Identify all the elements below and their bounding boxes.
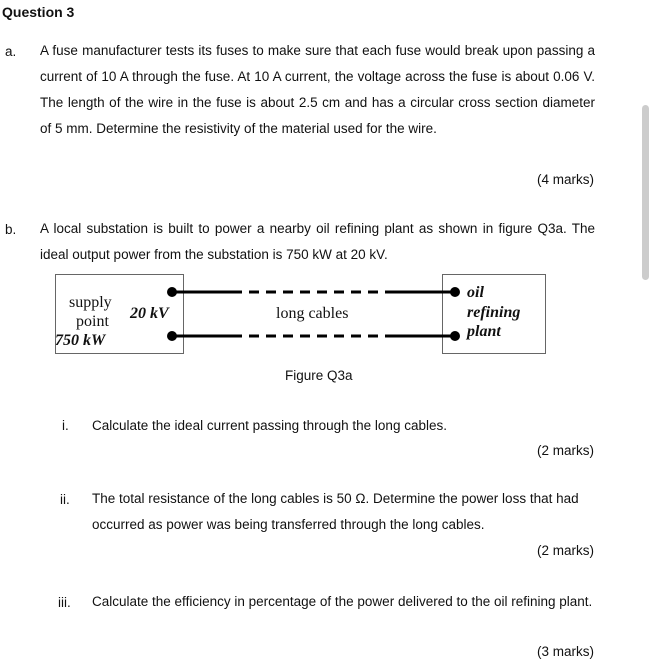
part-a-text: A fuse manufacturer tests its fuses to make sure that each fuse would break upon passing a current of 10 A through the fuse. At 10 A current, the voltage across the fuse is about 0.06 V. The length of the wire in the fuse is about 2.5 cm and has a circular cross section diameter of 5 mm. Determine the resistivity of the material used for the wire. xyxy=(40,43,595,136)
terminal-dot xyxy=(167,331,177,341)
part-ii-label: ii. xyxy=(60,492,70,507)
part-a-label: a. xyxy=(5,44,17,59)
terminal-dot xyxy=(167,287,177,297)
voltage-label: 20 kV xyxy=(130,305,169,322)
part-iii-text: Calculate the efficiency in percentage of the power delivered to the oil refining plant. xyxy=(92,594,593,609)
part-i-marks: (2 marks) xyxy=(537,443,594,458)
part-iii-label: iii. xyxy=(58,595,71,610)
point-label: point xyxy=(76,313,109,330)
part-b-label: b. xyxy=(5,222,17,237)
part-i-label: i. xyxy=(62,418,69,433)
part-ii-marks: (2 marks) xyxy=(537,543,594,558)
plant-label-oil: oil xyxy=(467,284,484,301)
terminal-dot xyxy=(450,331,460,341)
terminal-dot xyxy=(450,287,460,297)
part-ii-text: The total resistance of the long cables is 50 Ω. Determine the power loss that had occurred as power was being transferred through the long cables. xyxy=(92,491,579,532)
figure-caption: Figure Q3a xyxy=(285,368,353,383)
part-a-marks: (4 marks) xyxy=(537,172,594,187)
part-iii-marks: (3 marks) xyxy=(537,644,594,659)
question-title: Question 3 xyxy=(2,4,75,20)
scrollbar[interactable] xyxy=(642,105,649,280)
cables-label: long cables xyxy=(276,305,349,322)
supply-label: supply xyxy=(69,294,112,311)
plant-label-plant: plant xyxy=(467,323,501,340)
plant-label-refining: refining xyxy=(467,304,521,321)
part-b-text: A local substation is built to power a nearby oil refining plant as shown in figure Q3a. The ideal output power from the substation is 750 kW at 20 kV. xyxy=(40,221,595,262)
power-label: 750 kW xyxy=(55,332,106,349)
part-i-text: Calculate the ideal current passing through the long cables. xyxy=(92,418,447,433)
